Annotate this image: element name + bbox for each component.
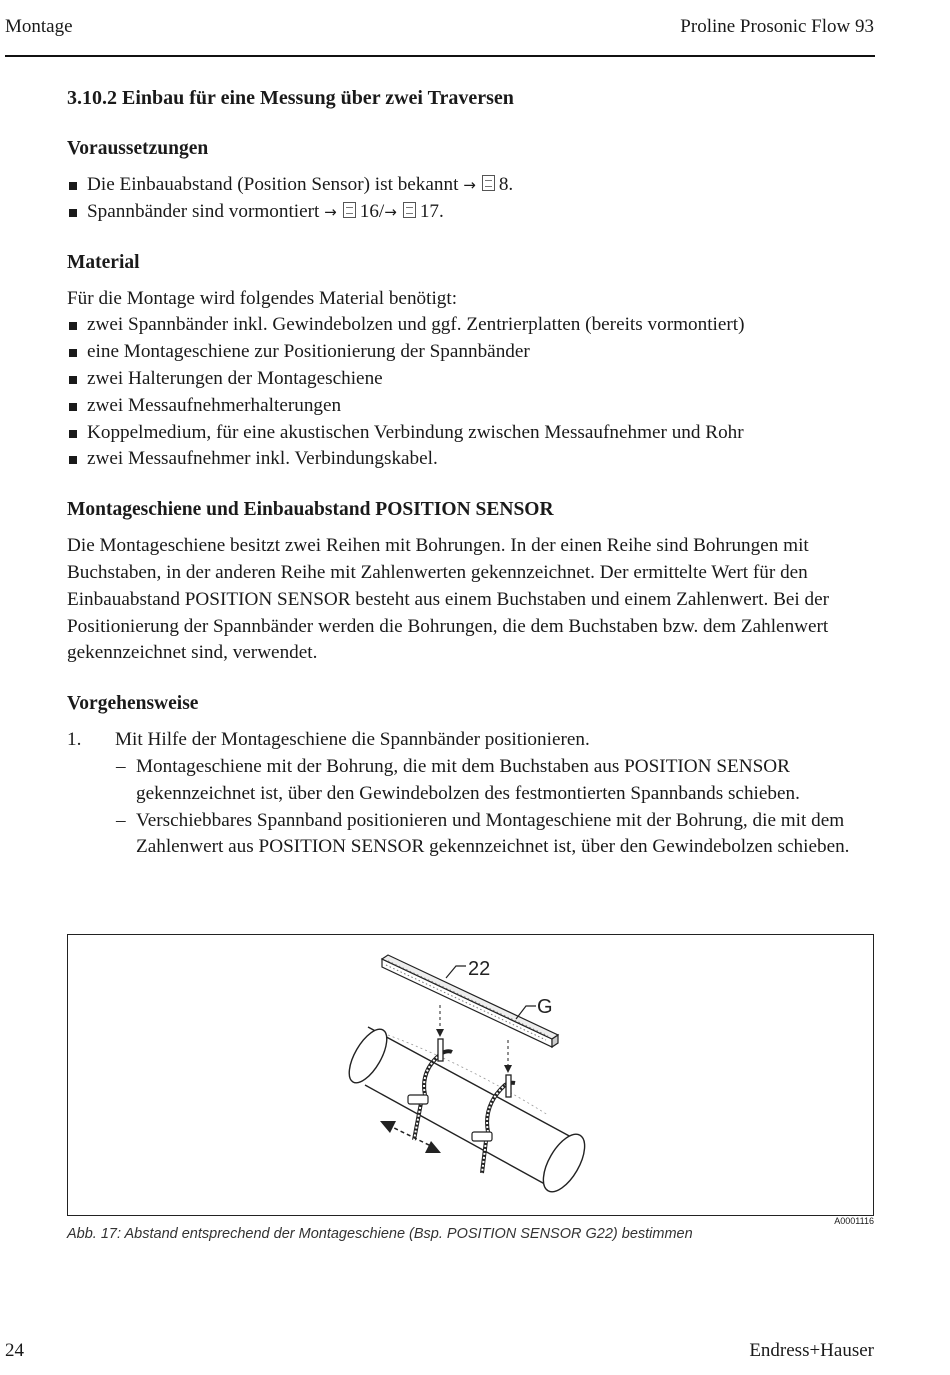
vorgehensweise-heading: Vorgehensweise <box>67 693 199 715</box>
pipe <box>342 1024 593 1199</box>
vorgehensweise-section <box>67 691 877 861</box>
material-intro: Für die Montage wird folgendes Material benötigt: <box>67 287 458 309</box>
figure-id: A0001116 <box>834 1216 874 1226</box>
callout-label-g: G <box>537 996 553 1018</box>
list-item-text: Spannbänder sind vormontiert <box>87 200 320 222</box>
voraussetzungen-list <box>67 172 877 226</box>
list-item-text: Die Einbauabstand (Position Sensor) ist bekannt <box>87 174 459 195</box>
material-heading: Material <box>67 251 140 273</box>
voraussetzungen-heading: Voraussetzungen <box>67 138 209 159</box>
page-reference-icon <box>343 202 356 218</box>
page-ref-link[interactable]: 17. <box>419 200 444 222</box>
material-list <box>67 312 877 473</box>
page-reference-icon <box>482 175 495 191</box>
sub-step: – Verschiebbares Spannband positionieren und Montageschiene mit der Bohrung, die mit dem Zahlenwert aus POSITION SENSOR gekennzeichnet ist, über den Gewindebolzen schieben. <box>116 808 877 862</box>
figure-frame <box>67 934 874 1216</box>
page-ref-link[interactable]: 16/ <box>359 200 385 222</box>
montageschiene-heading: Montageschiene und Einbauabstand POSITION SENSOR <box>67 499 554 521</box>
list-item: zwei Messaufnehmerhalterungen <box>67 393 877 420</box>
footer-brand: Endress+Hauser <box>749 1340 874 1361</box>
arrow-right-icon: → <box>324 202 337 221</box>
callout-label-22: 22 <box>468 958 491 980</box>
voraussetzungen-section <box>67 136 877 226</box>
header-rule <box>5 55 875 57</box>
step-number: 1. <box>67 729 82 751</box>
footer-page-number: 24 <box>5 1340 24 1361</box>
page-content <box>67 84 877 885</box>
step-text: Mit Hilfe der Montageschiene die Spannbänder positionieren. <box>115 729 590 751</box>
list-item <box>67 172 877 199</box>
movement-arrow <box>380 1121 441 1153</box>
material-section <box>67 250 877 474</box>
figure-caption: Abb. 17: Abstand entsprechend der Montageschiene (Bsp. POSITION SENSOR G22) bestimmen <box>67 1226 693 1242</box>
header-chapter: Montage <box>5 16 73 37</box>
list-item: Koppelmedium, für eine akustischen Verbindung zwischen Messaufnehmer und Rohr <box>67 420 877 447</box>
list-item: zwei Spannbänder inkl. Gewindebolzen und ggf. Zentrierplatten (bereits vormontiert) <box>67 312 877 339</box>
section-title: 3.10.2 Einbau für eine Messung über zwei Traversen <box>67 87 514 109</box>
step-1 <box>67 727 877 861</box>
page-reference-icon <box>403 202 416 218</box>
header-product: Proline Prosonic Flow 93 <box>680 16 874 37</box>
pipe-mounting-illustration <box>68 935 873 1215</box>
list-item: zwei Halterungen der Montageschiene <box>67 366 877 393</box>
arrow-right-icon: → <box>384 202 397 221</box>
list-item: zwei Messaufnehmer inkl. Verbindungskabel. <box>67 446 877 473</box>
arrow-right-icon: → <box>463 176 476 194</box>
page-ref-link[interactable]: 8. <box>498 174 514 195</box>
list-item: eine Montageschiene zur Positionierung der Spannbänder <box>67 339 877 366</box>
sub-step: – Montageschiene mit der Bohrung, die mit dem Buchstaben aus POSITION SENSOR gekennzeichnet ist, über den Gewindebolzen des festmontierten Spannbands schieben. <box>116 754 877 808</box>
montageschiene-section <box>67 497 877 667</box>
list-item <box>67 199 877 226</box>
montageschiene-paragraph: Die Montageschiene besitzt zwei Reihen mit Bohrungen. In der einen Reihe sind Bohrungen mit Buchstaben, in der anderen Reihe mit Zahlenwerten gekennzeichnet. Der ermittelte Wert für den Einbauabstand POSITION SENSOR besteht aus einem Buchstaben und einem Zahlenwert. Bei der Positionierung der Spannbänder werden die Bohrungen, die dem Buchstaben bzw. dem Zahlenwert gekennzeichnet sind, verwendet. <box>67 535 830 664</box>
